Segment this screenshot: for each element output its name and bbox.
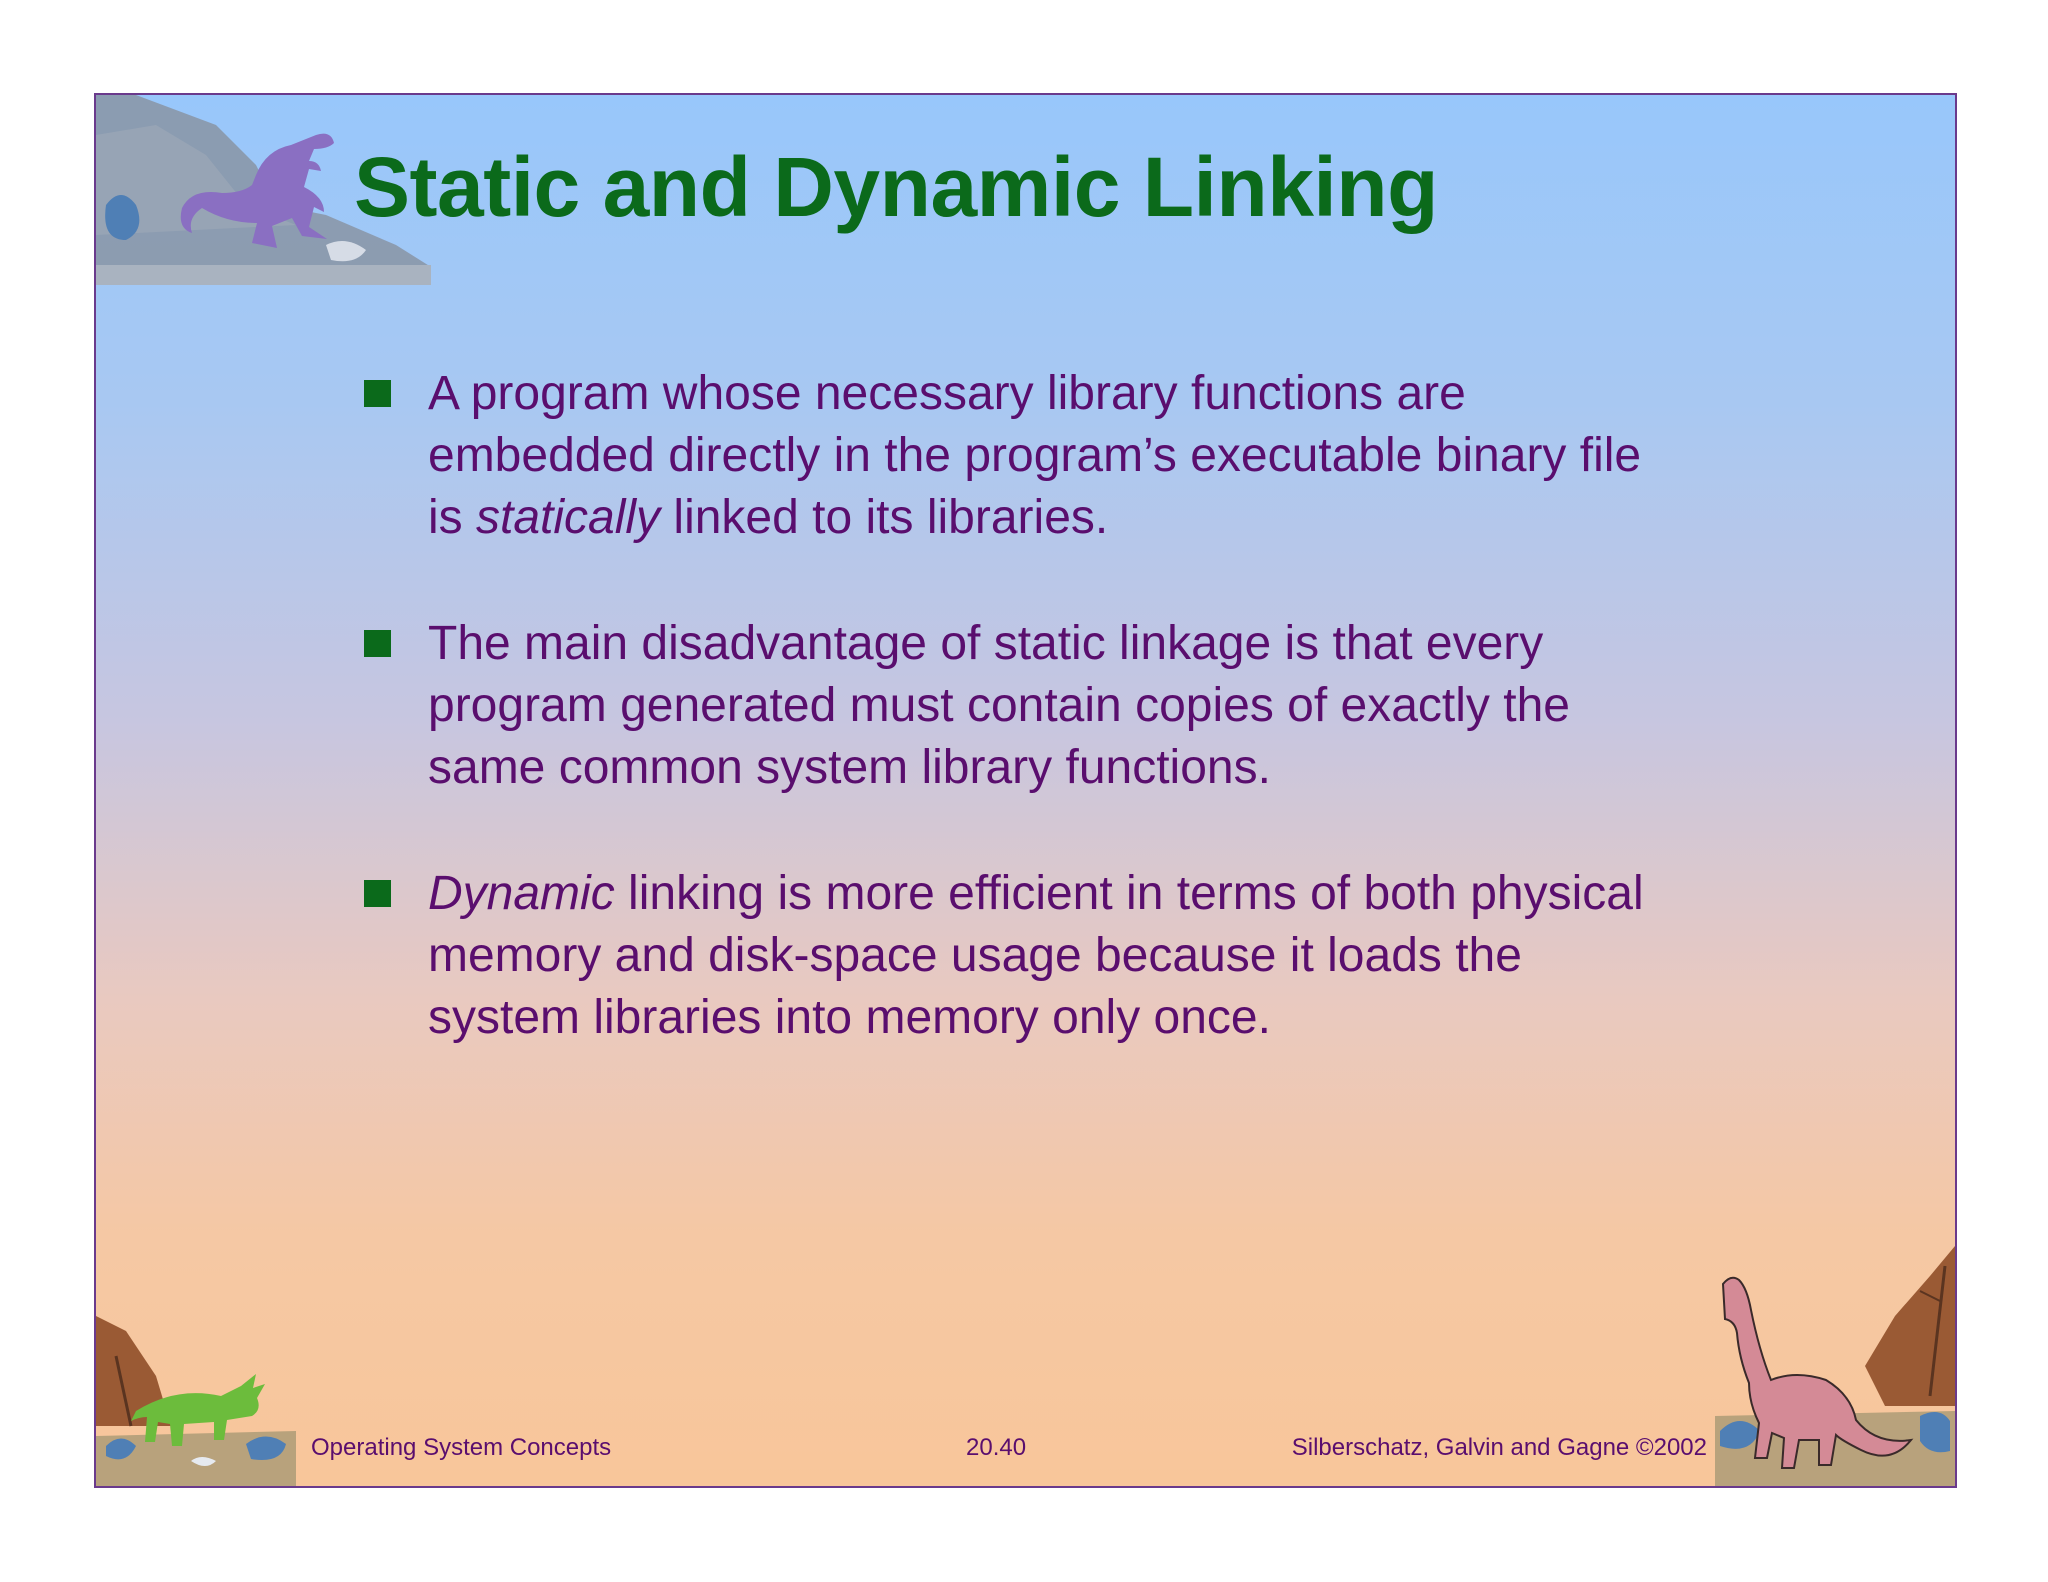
bullet-text: The main disadvantage of static linkage is that every program generated must contain copies of exactly the same common system library functions. (428, 617, 1570, 794)
bullet-square-icon (364, 630, 391, 657)
footer-course-title: Operating System Concepts (311, 1434, 612, 1461)
bullet-square-icon (364, 880, 391, 907)
bullet-item (364, 363, 1844, 549)
triceratops-dinosaur-illustration (96, 1316, 296, 1486)
bullet-text: A program whose necessary library functions are embedded directly in the program’s executable binary file is statically linked to its libraries. (428, 367, 1642, 544)
bullet-item (364, 613, 1844, 799)
slide (94, 93, 1957, 1488)
bullet-text: Dynamic linking is more efficient in terms of both physical memory and disk-space usage because it loads the system libraries into memory only once. (428, 867, 1644, 1044)
footer-copyright: Silberschatz, Galvin and Gagne ©2002 (1291, 1434, 1707, 1461)
bullet-square-icon (364, 380, 391, 407)
bullet-list (364, 363, 1844, 1113)
brontosaurus-dinosaur-illustration (1715, 1246, 1955, 1486)
slide-title: Static and Dynamic Linking (354, 140, 1438, 234)
bullet-item (364, 863, 1844, 1049)
footer-slide-number: 20.40 (966, 1434, 1027, 1461)
